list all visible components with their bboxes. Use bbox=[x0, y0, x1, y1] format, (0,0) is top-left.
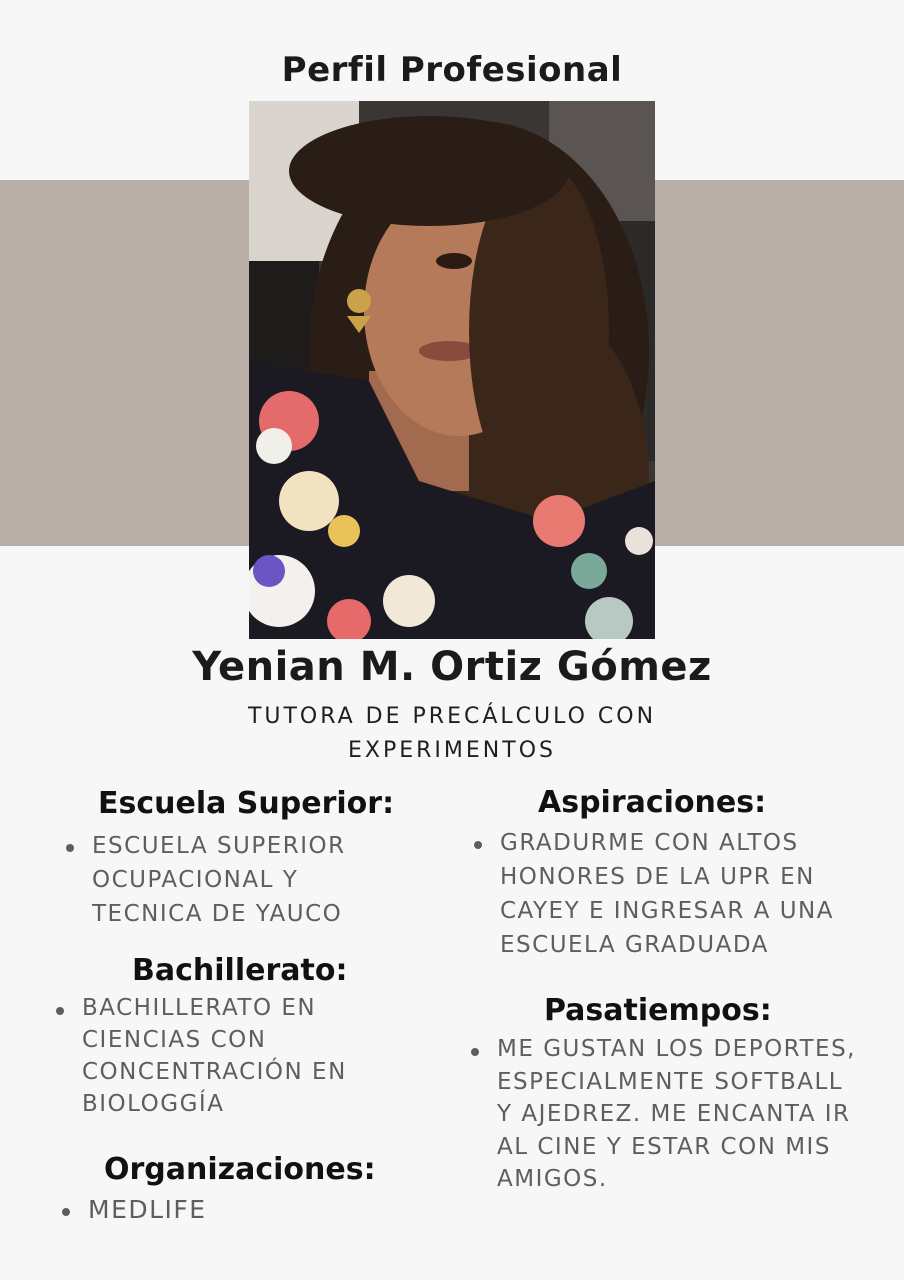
profile-role bbox=[0, 700, 904, 768]
heading-escuela-superior: Escuela Superior: bbox=[98, 786, 395, 821]
heading-aspiraciones: Aspiraciones: bbox=[538, 785, 767, 820]
profile-role-line1: TUTORA DE PRECÁLCULO CON bbox=[247, 704, 657, 729]
list-organizaciones bbox=[58, 1193, 358, 1227]
bullet-icon bbox=[471, 1048, 479, 1056]
list-escuela-superior bbox=[62, 829, 392, 931]
list-item: BACHILLERATO EN CIENCIAS CON CONCENTRACIÓN EN BIOLOGGÍA bbox=[52, 992, 382, 1120]
list-item: GRADURME CON ALTOS HONORES DE LA UPR EN CAYEY E INGRESAR A UNA ESCUELA GRADUADA bbox=[470, 826, 870, 962]
list-item: ME GUSTAN LOS DEPORTES, ESPECIALMENTE SOFTBALL Y AJEDREZ. ME ENCANTA IR AL CINE Y ESTAR CON MIS AMIGOS. bbox=[467, 1033, 857, 1196]
list-bachillerato bbox=[52, 992, 382, 1120]
bullet-icon bbox=[62, 1208, 70, 1216]
heading-organizaciones: Organizaciones: bbox=[104, 1152, 376, 1187]
portrait-photo-icon bbox=[249, 101, 655, 639]
list-item: ESCUELA SUPERIOR OCUPACIONAL Y TECNICA DE YAUCO bbox=[62, 829, 392, 931]
profile-photo bbox=[249, 101, 655, 639]
heading-pasatiempos: Pasatiempos: bbox=[544, 993, 772, 1028]
bullet-icon bbox=[474, 841, 482, 849]
bullet-icon bbox=[66, 844, 74, 852]
profile-name: Yenian M. Ortiz Gómez bbox=[192, 644, 712, 690]
profile-role-line2: EXPERIMENTOS bbox=[348, 738, 556, 763]
list-pasatiempos bbox=[467, 1033, 857, 1196]
page-title: Perfil Profesional bbox=[281, 50, 623, 90]
heading-bachillerato: Bachillerato: bbox=[132, 953, 348, 988]
bullet-icon bbox=[56, 1007, 64, 1015]
list-aspiraciones bbox=[470, 826, 870, 962]
list-item: MEDLIFE bbox=[58, 1193, 358, 1227]
